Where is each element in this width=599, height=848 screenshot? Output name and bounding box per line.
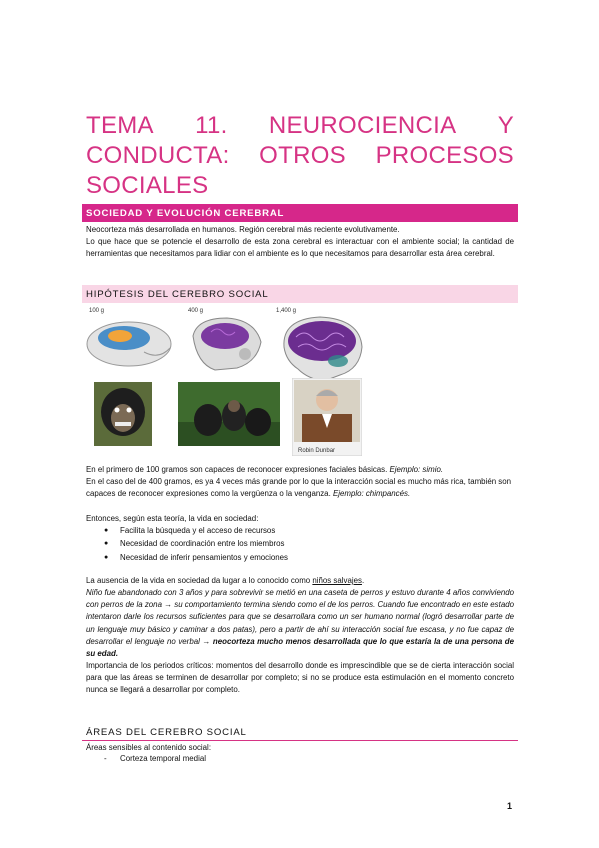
critical-periods-paragraph: Importancia de los periodos críticos: momentos del desarrollo donde es imprescindible que se de cierta interacción social para que las áreas se terminen de desarrollar por completo; si no se produce esta estimulación en el momento concreto nunca se llegará a desarrollar por completo. — [86, 661, 514, 695]
list-item: ● Facilita la búsqueda y el acceso de recursos — [104, 526, 276, 535]
title-word: OTROS — [259, 142, 346, 169]
chimpanzees-photo — [178, 382, 280, 446]
development-paragraph: Lo que hace que se potencie el desarrollo de esta zona cerebral es interactuar con el ambiente social; la cantidad de herramientas que necesitamos para lidiar con el ambiente es lo que necesitamos para desarrollar esta área cerebral. — [86, 237, 514, 259]
areas-intro: Áreas sensibles al contenido social: — [86, 743, 212, 752]
brain-label-1400g: 1,400 g — [276, 308, 297, 314]
title-word: NEUROCIENCIA — [268, 112, 457, 139]
p1-text: En el primero de 100 gramos son capaces de reconocer expresiones faciales básicas. — [86, 465, 388, 474]
theory-intro: Entonces, según esta teoría, la vida en sociedad: — [86, 514, 259, 523]
p2-paragraph — [86, 476, 514, 500]
title-word: PROCESOS — [375, 142, 514, 169]
title-line-1 — [86, 111, 514, 141]
wild-children-intro: La ausencia de la vida en sociedad da lugar a lo conocido como niños salvajes. — [86, 576, 365, 585]
title-line-3: SOCIALES — [86, 172, 209, 199]
list-item: ● Necesidad de inferir pensamientos y emociones — [104, 552, 288, 562]
human-skull-image — [276, 313, 368, 383]
title-word: Y — [497, 112, 514, 139]
areas-list — [104, 754, 206, 763]
wild-children-story: Niño fue abandonado con 3 años y para sobrevivir se metió en una caseta de perros y estuvo durante 4 años conviviendo con perros de la zona → su comportamiento termina siendo como el de los perros. Cuando fue encontrado en este estado intentaron darle los recursos suficientes para que se desarrollara como un ser humano normal (logró desarrollar parte de un lenguaje muy básico y caminar a dos patas), pero a partir de ahí su interacción social fue escasa, y no fue capaz de desarrollar el lenguaje no verbal → neocorteza mucho menos desarrollada que lo que estaría la de una persona de su edad. — [86, 588, 515, 659]
list-item: ● Necesidad de coordinación entre los miembros — [104, 539, 285, 549]
monkey-skull-image — [84, 314, 174, 370]
list-item: - Corteza temporal medial — [104, 754, 206, 763]
neocortex-line: Neocorteza más desarrollada en humanos. Región cerebral más reciente evolutivamente. — [86, 225, 400, 234]
title-line-2 — [86, 141, 514, 171]
robin-dunbar-photo — [292, 378, 362, 456]
photo-caption: Robin Dunbar — [298, 448, 336, 454]
p2-text: En el caso del de 400 gramos, es ya 4 veces más grande por lo que la interacción social es mucho más rica, también son capaces de reconocer expresiones como la vergüenza o la venganza. — [86, 477, 512, 499]
title-word: TEMA — [86, 112, 154, 139]
page-title — [86, 111, 514, 201]
monkey-photo — [94, 382, 152, 446]
title-word: 11. — [195, 112, 228, 139]
chimp-skull-image — [187, 314, 267, 374]
wild-children-term: niños salvajes — [312, 576, 362, 585]
brain-label-100g: 100 g — [89, 308, 105, 314]
page-number: 1 — [507, 801, 513, 811]
p1-example: Ejemplo: simio. — [389, 465, 444, 474]
section-heading-sociedad: SOCIEDAD Y EVOLUCIÓN CEREBRAL — [82, 204, 518, 222]
section-heading-hipotesis: HIPÓTESIS DEL CEREBRO SOCIAL — [82, 285, 518, 303]
p2-example: Ejemplo: chimpancés. — [332, 489, 411, 499]
p1-paragraph — [86, 464, 514, 476]
brain-label-400g: 400 g — [188, 308, 204, 314]
theory-bullet-list — [104, 524, 288, 564]
section-heading-areas: ÁREAS DEL CEREBRO SOCIAL — [82, 724, 518, 741]
title-word: CONDUCTA: — [86, 142, 230, 169]
